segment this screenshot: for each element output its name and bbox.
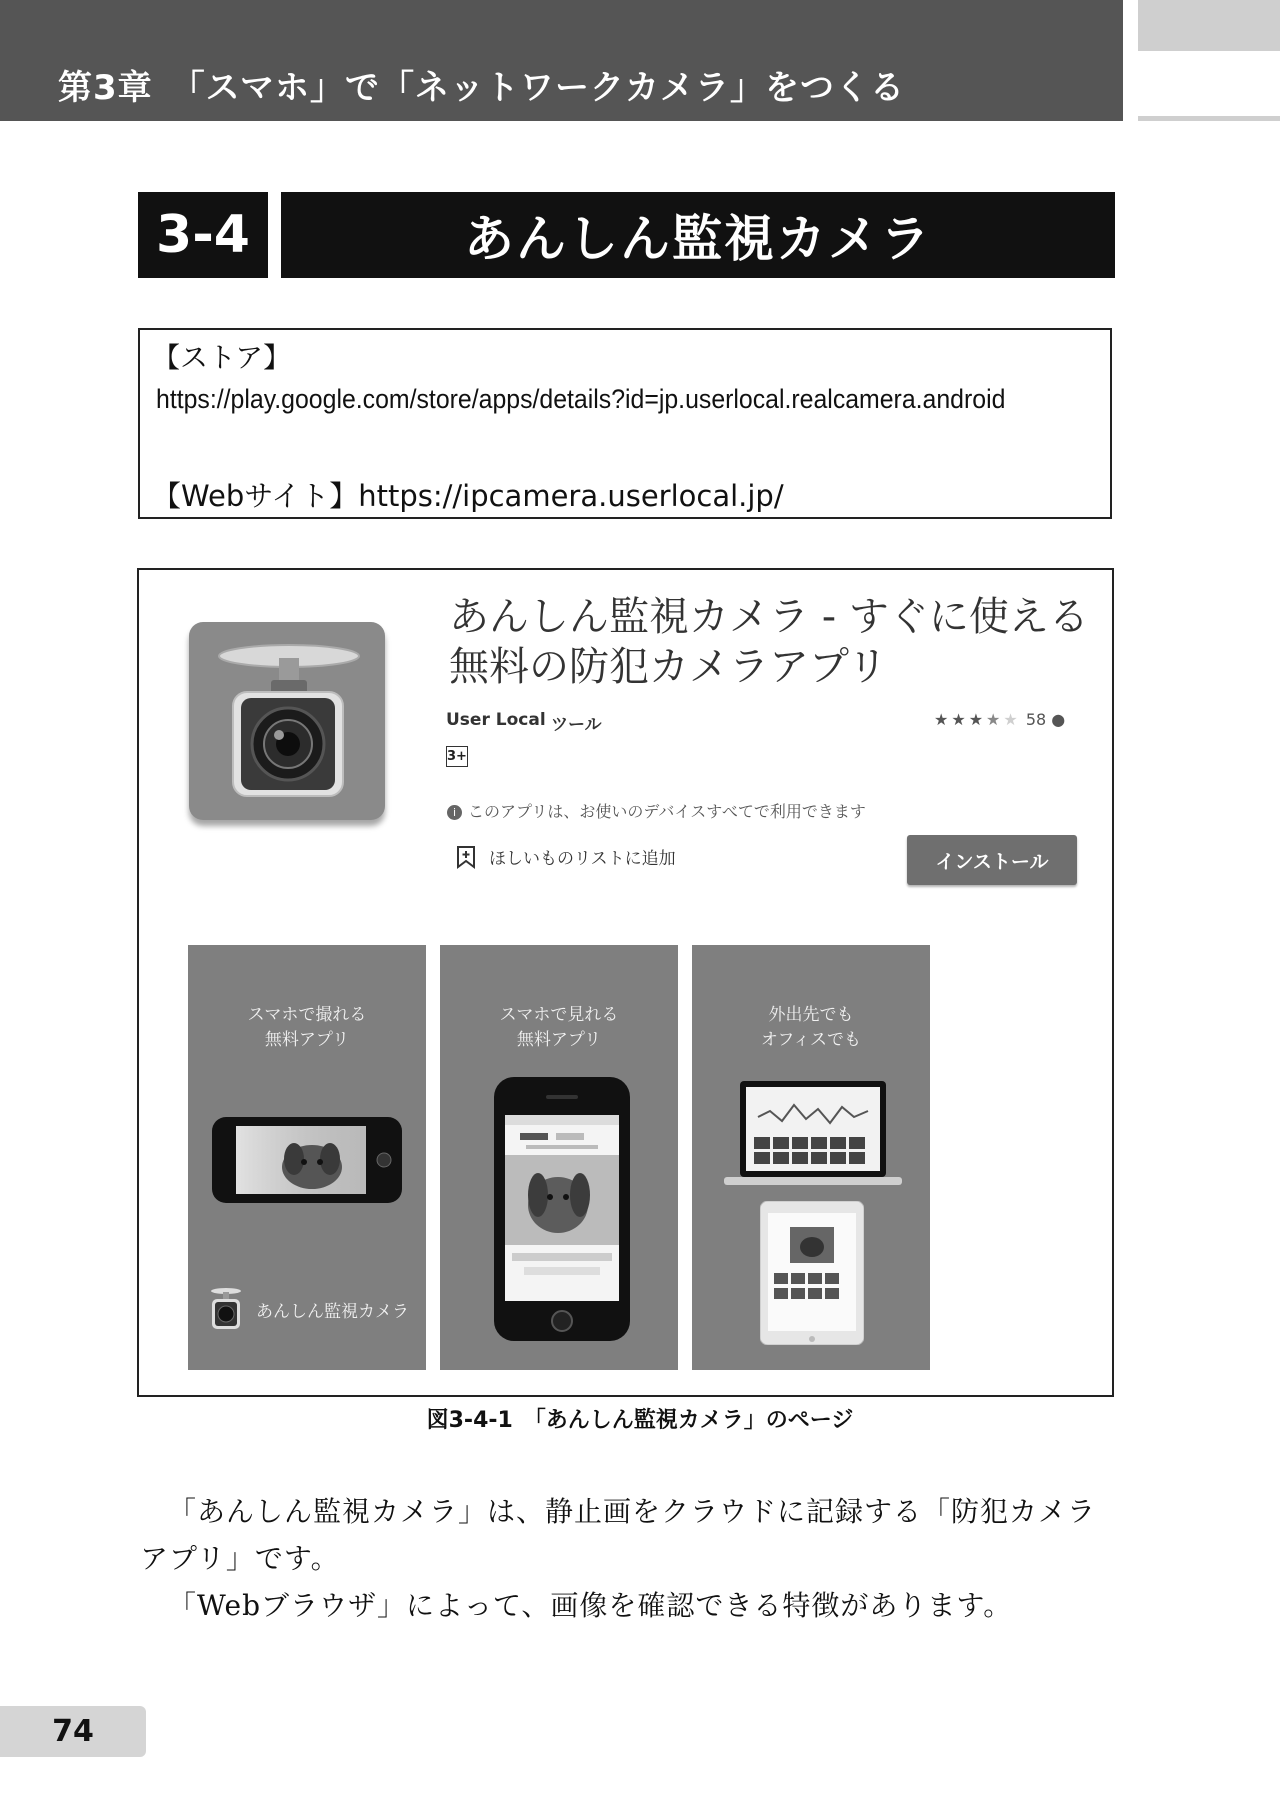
- camera-icon: [208, 1285, 244, 1337]
- page-number: 74: [0, 1706, 146, 1757]
- section-title: あんしん監視カメラ: [281, 192, 1115, 278]
- screenshot-app-name: あんしん監視カメラ: [256, 1302, 409, 1322]
- compatibility-text: このアプリは、お使いのデバイスすべてで利用できます: [468, 802, 866, 821]
- section-number: 3-4: [138, 192, 268, 278]
- side-tab-line: [1138, 116, 1280, 121]
- star-icon: ★: [986, 710, 1001, 729]
- laptop-illustration: [724, 1081, 902, 1191]
- age-rating-badge: 3+: [446, 746, 468, 767]
- category-link[interactable]: ツール: [551, 715, 602, 735]
- body-paragraph-2: 「Webブラウザ」によって、画像を確認できる特徴があります。: [168, 1589, 1013, 1622]
- figure-frame: [137, 568, 1114, 1397]
- star-icon: ★: [951, 710, 966, 729]
- camera-app-icon: [189, 622, 385, 820]
- rating-count: 58: [1025, 710, 1047, 729]
- phone-landscape-illustration: [212, 1117, 402, 1207]
- screenshot-caption: [188, 1003, 426, 1053]
- star-icon: ★: [1003, 710, 1018, 729]
- chapter-title: 第3章 「スマホ」で「ネットワークカメラ」をつくる: [58, 68, 905, 108]
- screenshot-caption-line: 無料アプリ: [516, 1030, 602, 1050]
- phone-portrait-illustration: [494, 1077, 630, 1341]
- person-icon: ●: [1051, 710, 1066, 729]
- info-icon: i: [447, 805, 462, 820]
- developer-link[interactable]: User Local: [446, 710, 546, 730]
- screenshot-caption-line: スマホで撮れる: [247, 1005, 367, 1025]
- star-icon: ★: [934, 710, 949, 729]
- body-text: [140, 1488, 1120, 1629]
- tablet-illustration: [760, 1201, 864, 1345]
- screenshot-3[interactable]: [692, 945, 930, 1370]
- website-line: 【Webサイト】https://ipcamera.userlocal.jp/: [152, 479, 784, 513]
- screenshot-caption: [692, 1003, 930, 1053]
- figure-caption: 図3-4-1 「あんしん監視カメラ」のページ: [426, 1408, 854, 1433]
- rating: [934, 710, 1065, 729]
- star-icon: ★: [968, 710, 984, 729]
- app-title: あんしん監視カメラ - すぐに使える無料の防犯カメラアプリ: [449, 594, 1089, 690]
- body-paragraph-1: 「あんしん監視カメラ」は、静止画をクラウドに記録する「防犯カメラアプリ」です。: [140, 1495, 1097, 1575]
- screenshot-caption-line: 無料アプリ: [264, 1030, 350, 1050]
- store-url: https://play.google.com/store/apps/details?id=jp.userlocal.realcamera.android: [156, 384, 1006, 414]
- info-box: [138, 328, 1112, 519]
- screenshot-caption-line: 外出先でも: [768, 1005, 854, 1025]
- bookmark-add-icon: [455, 845, 477, 869]
- compatibility-note: [447, 799, 866, 822]
- screenshot-caption: [440, 1003, 678, 1053]
- install-button[interactable]: インストール: [907, 835, 1077, 885]
- screenshot-caption-line: オフィスでも: [760, 1030, 862, 1050]
- screenshot-1[interactable]: [188, 945, 426, 1370]
- rating-stars: [934, 710, 1021, 729]
- wishlist-label: ほしいものリストに追加: [489, 849, 676, 869]
- side-tab-block: [1138, 0, 1280, 51]
- screenshot-caption-line: スマホで見れる: [499, 1005, 619, 1025]
- wishlist-button[interactable]: [455, 844, 676, 869]
- screenshot-2[interactable]: [440, 945, 678, 1370]
- store-label: 【ストア】: [152, 341, 292, 374]
- camera-icon: [189, 622, 385, 820]
